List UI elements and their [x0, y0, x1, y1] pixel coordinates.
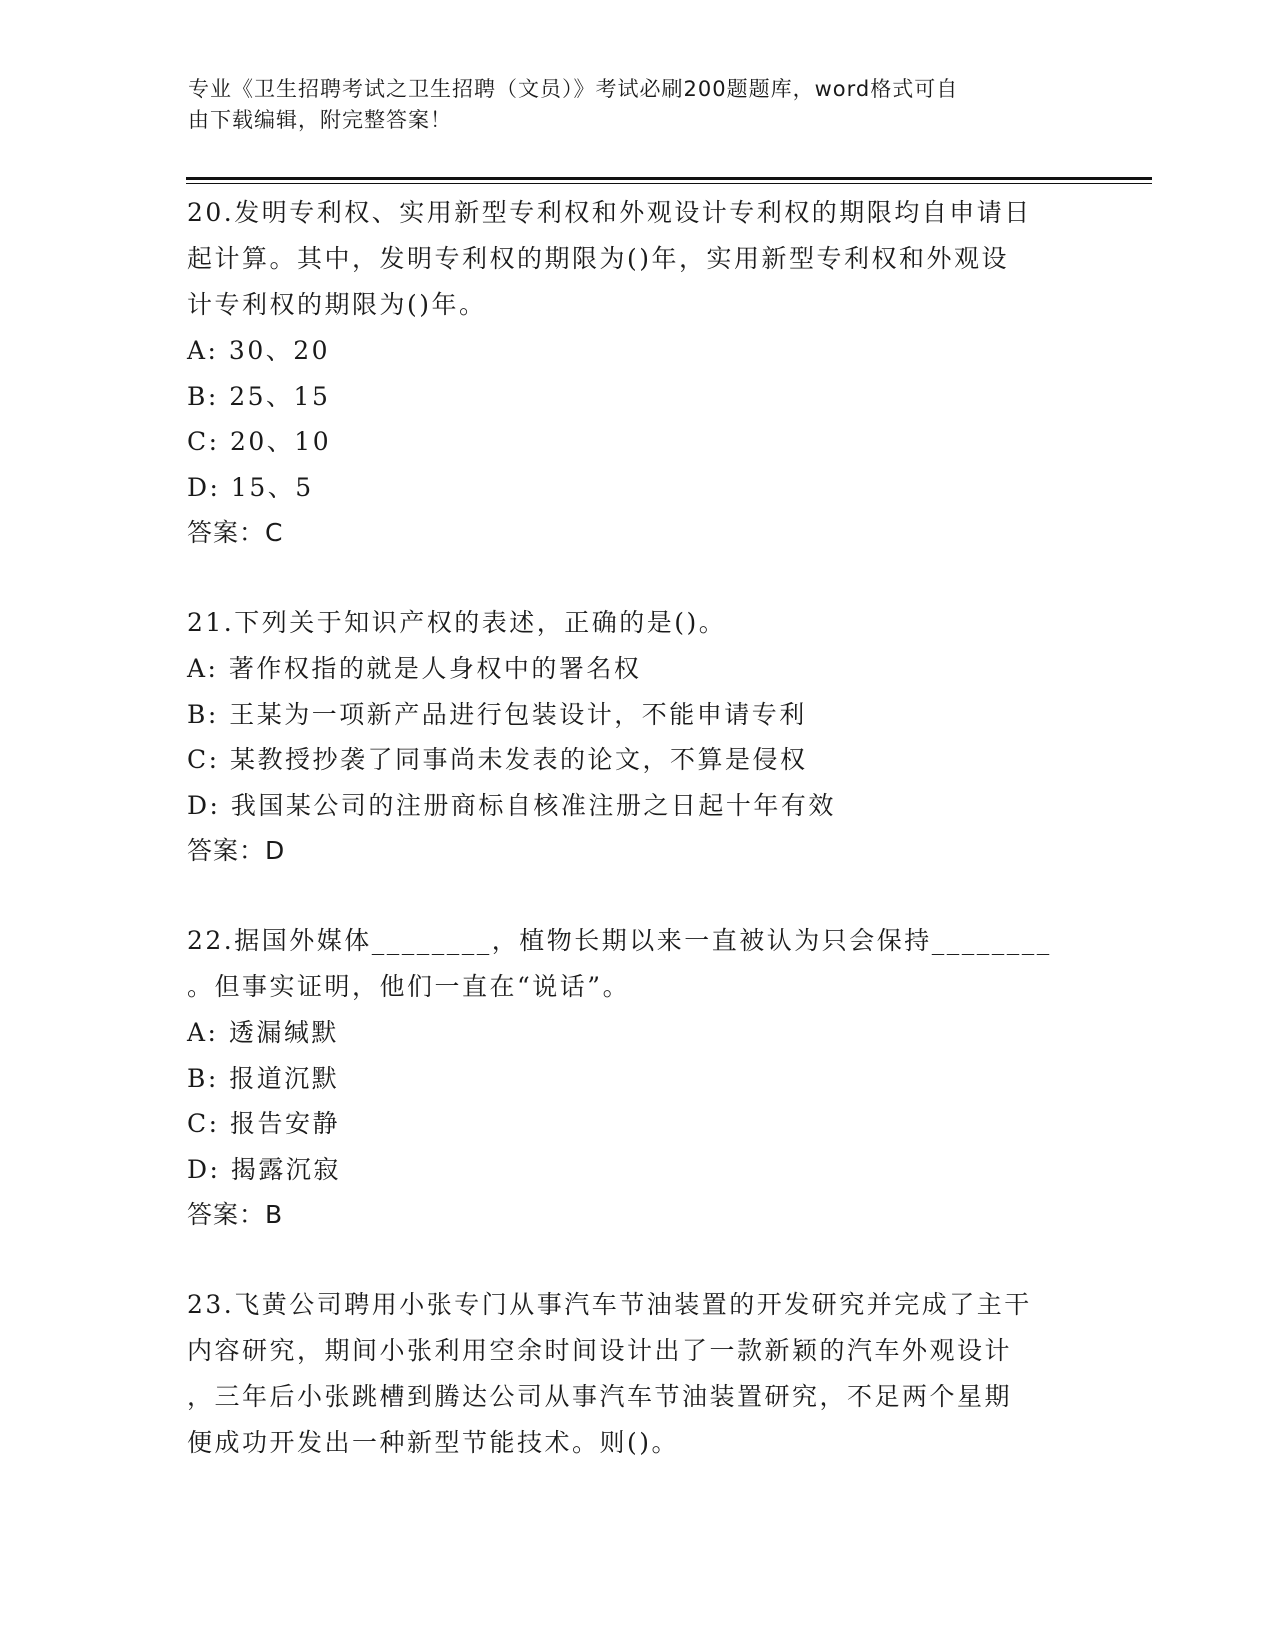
- question-stem: [187, 1282, 1087, 1466]
- question-spacer: [187, 1238, 1087, 1282]
- question-list: [187, 190, 1087, 1466]
- stem-line: 起计算。其中，发明专利权的期限为()年，实用新型专利权和外观设: [187, 244, 1010, 273]
- question-23: [187, 1282, 1087, 1466]
- header-line: 由下载编辑，附完整答案！: [188, 108, 452, 132]
- option-d: D: 揭露沉寂: [187, 1154, 341, 1184]
- option-b: B: 王某为一项新产品进行包装设计，不能申请专利: [187, 699, 807, 729]
- question-stem: [187, 918, 1087, 1010]
- option-d: D: 我国某公司的注册商标自核准注册之日起十年有效: [187, 790, 836, 820]
- stem-line: 计专利权的期限为()年。: [187, 290, 487, 319]
- stem-line: 23.飞黄公司聘用小张专门从事汽车节油装置的开发研究并完成了主干: [187, 1290, 1032, 1319]
- option-c: C: 20、10: [187, 427, 332, 456]
- option-c: C: 某教授抄袭了同事尚未发表的论文，不算是侵权: [187, 745, 808, 774]
- option-a: A: 透漏缄默: [187, 1018, 339, 1047]
- option-b: B: 报道沉默: [187, 1063, 340, 1093]
- option-b: B: 25、15: [187, 381, 331, 411]
- question-22: [187, 918, 1087, 1238]
- option-d: D: 15、5: [187, 472, 314, 502]
- stem-line: 22.据国外媒体________，植物长期以来一直被认为只会保持________: [187, 926, 1052, 955]
- stem-line: 。但事实证明，他们一直在“说话”。: [187, 972, 631, 1001]
- option-c: C: 报告安静: [187, 1109, 340, 1138]
- stem-line: 21.下列关于知识产权的表述，正确的是()。: [187, 608, 727, 637]
- question-stem: [187, 600, 1087, 646]
- stem-line: 20.发明专利权、实用新型专利权和外观设计专利权的期限均自申请日: [187, 198, 1032, 227]
- header-line: 专业《卫生招聘考试之卫生招聘（文员）》考试必刷200题题库，word格式可自: [188, 77, 959, 101]
- question-21: [187, 600, 1087, 874]
- question-20: [187, 190, 1087, 556]
- question-stem: [187, 190, 1087, 328]
- stem-line: 内容研究，期间小张利用空余时间设计出了一款新颖的汽车外观设计: [187, 1336, 1013, 1365]
- document-header: [188, 74, 1068, 136]
- question-spacer: [187, 556, 1087, 600]
- stem-line: 便成功开发出一种新型节能技术。则()。: [187, 1428, 680, 1457]
- header-rule-thick: [186, 177, 1152, 180]
- answer: 答案：B: [187, 1200, 284, 1229]
- answer: 答案：C: [187, 518, 284, 547]
- question-spacer: [187, 874, 1087, 918]
- option-a: A: 著作权指的就是人身权中的署名权: [187, 654, 642, 683]
- header-rule-thin: [186, 183, 1152, 184]
- answer: 答案：D: [187, 836, 286, 865]
- option-a: A: 30、20: [187, 336, 331, 365]
- stem-line: ，三年后小张跳槽到腾达公司从事汽车节油装置研究，不足两个星期: [187, 1382, 1013, 1411]
